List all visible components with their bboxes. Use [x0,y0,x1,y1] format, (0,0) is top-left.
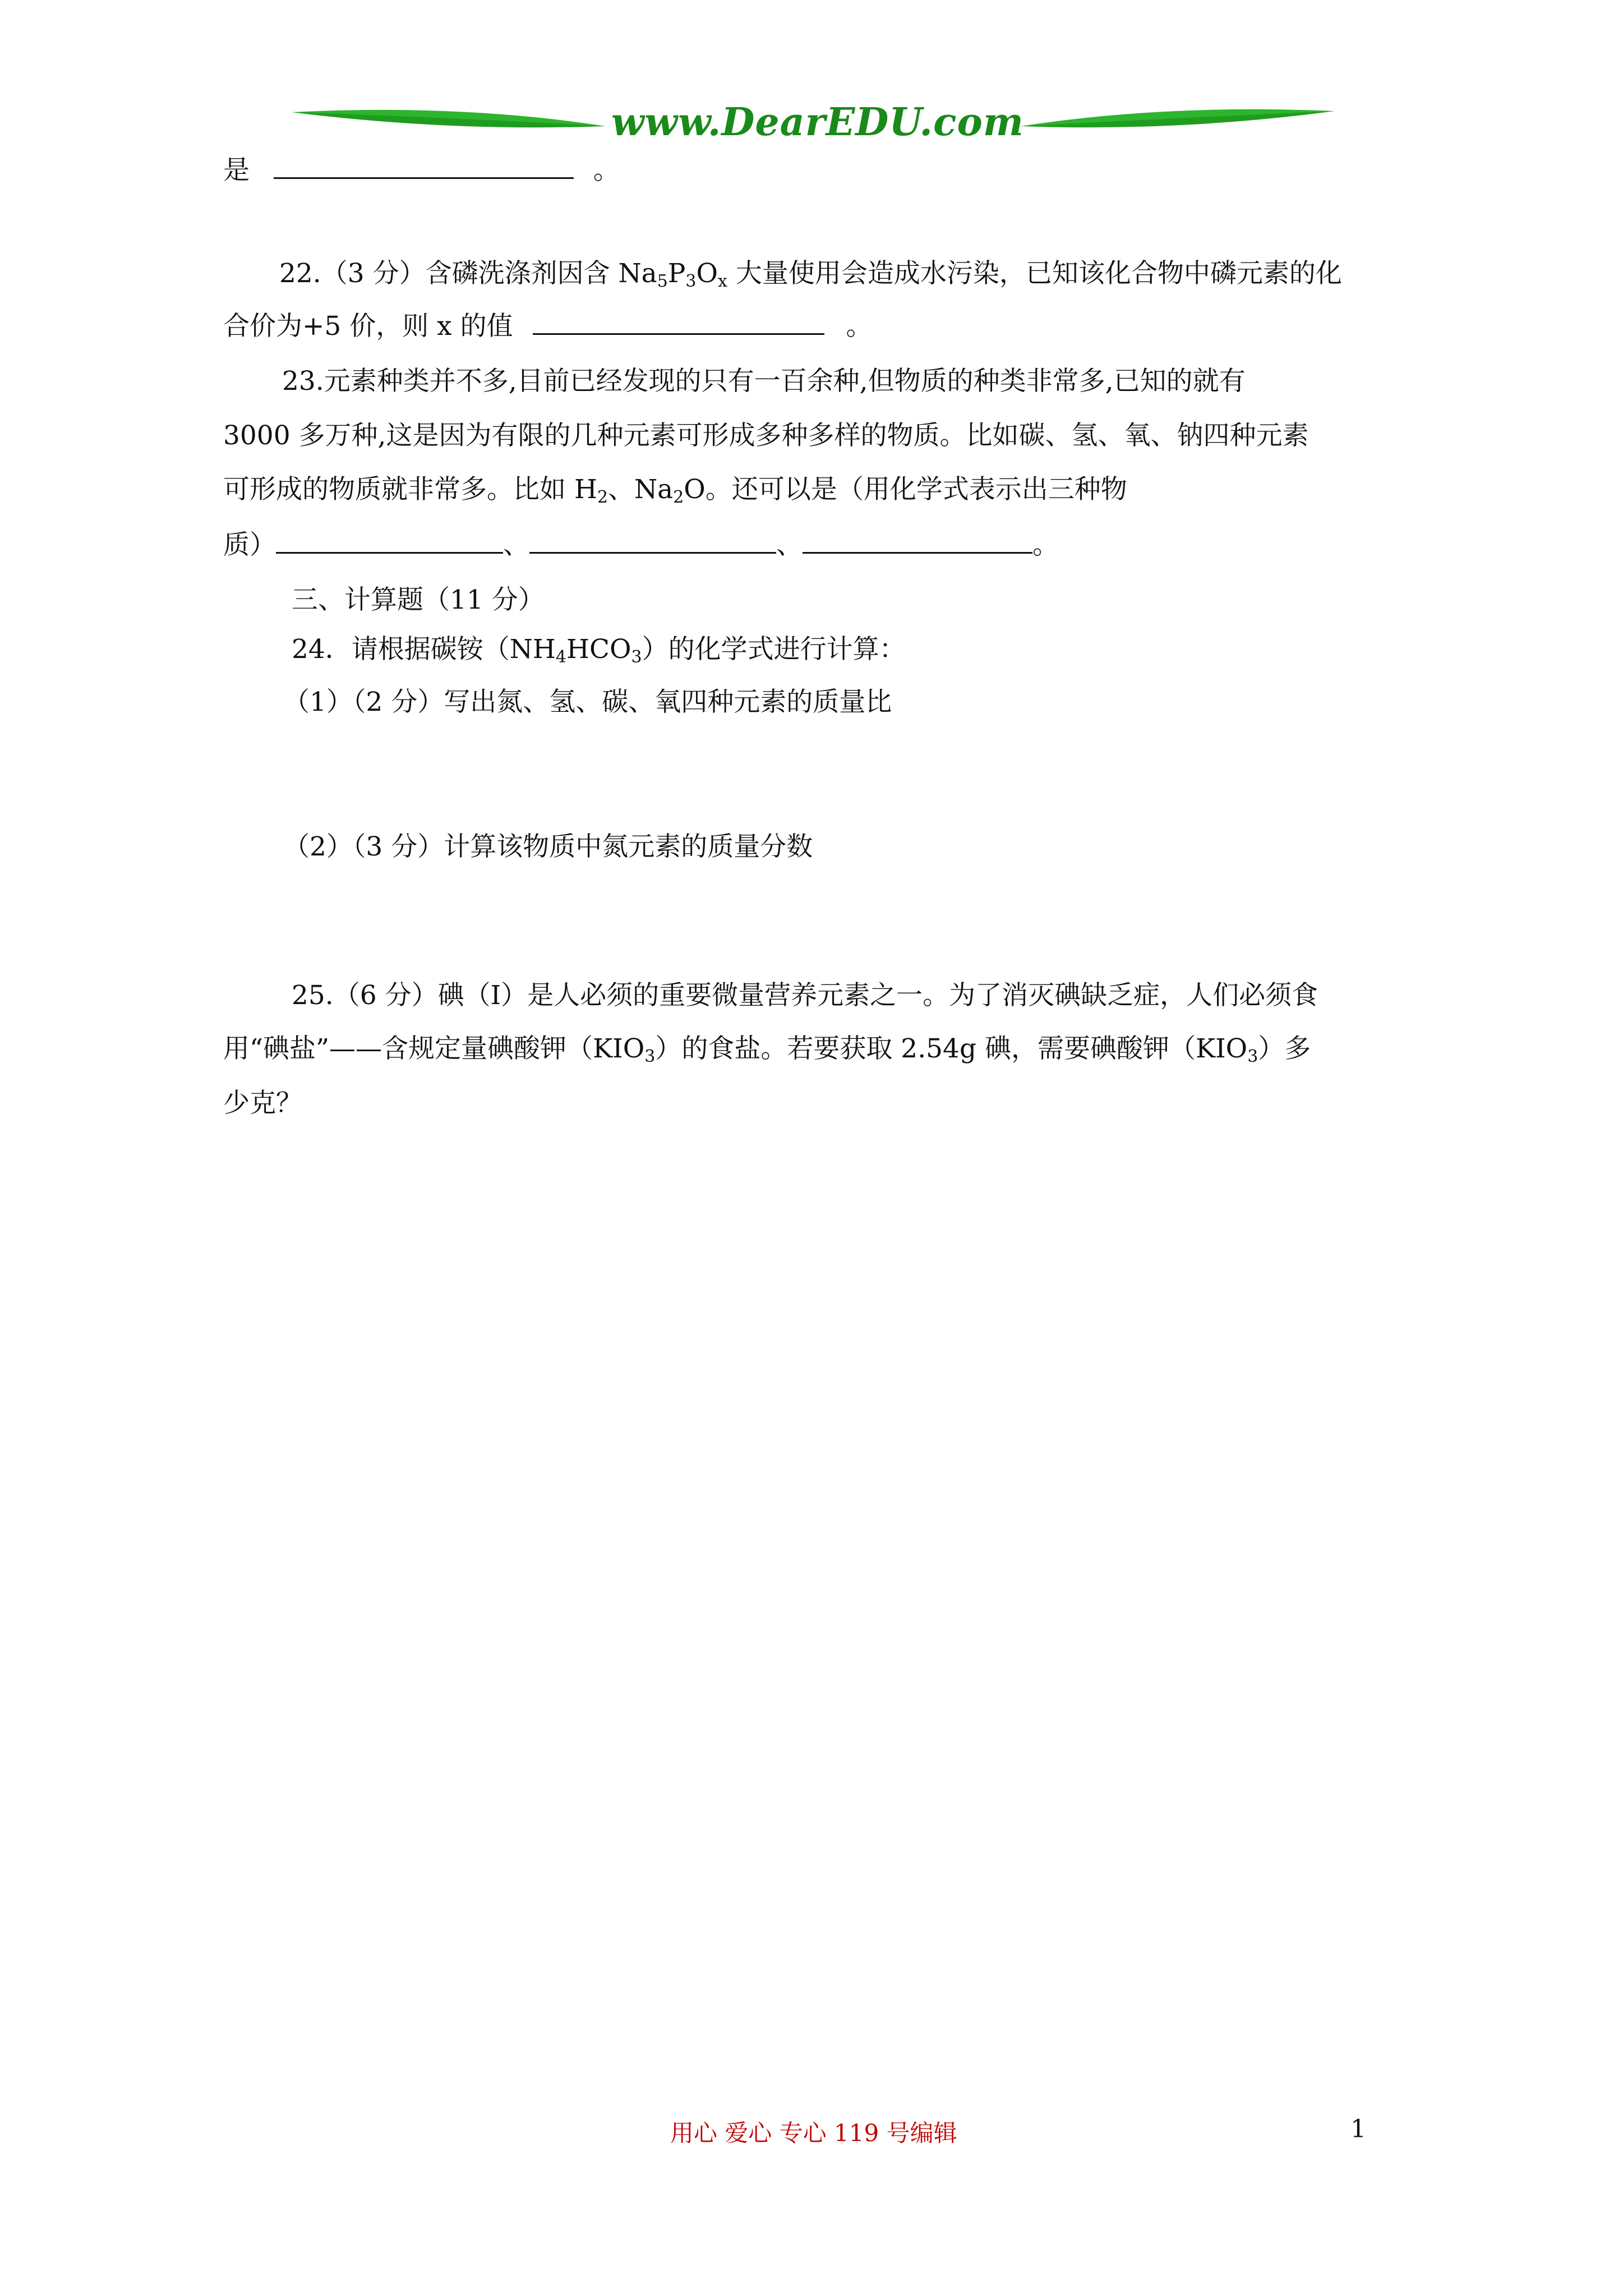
q25-line-2: 用“碘盐”——含规定量碘酸钾$(KIO_3)$的食盐。若要获取 2.54g 碘，需要碘酸钾$(KIO_3)$多 [223,1033,1311,1066]
q23-line-2: 3000 多万种,这是因为有限的几种元素可形成多种多样的物质。比如碳、氢、氧、钠四种元素 [223,420,1309,451]
q25-line-1: 25.（6 分）碘（I）是人必须的重要微量营养元素之一。为了消灭碘缺乏症，人们必须食 [292,980,1318,1011]
q21-answer-line: 是 。 [223,153,620,187]
q23-answer-blank-2[interactable] [529,527,776,554]
q22-line-2: 合价为+5 价，则 x 的值 。 [223,309,873,343]
q23-line-3: 可形成的物质就非常多。比如 $H_2$、$Na_2O$。还可以是（用化学式表示出三种物 [223,474,1127,507]
footer-text: 用心 爱心 专心 119 号编辑 [670,2119,957,2147]
q23-answer-blank-3[interactable] [803,527,1032,554]
q22-line-1: 22.（3 分）含磷洗涤剂因含 $Na_5P_3O_x$ 大量使用会造成水污染，已知该化合物中磷元素的化 [279,258,1342,291]
q23-answer-blank-1[interactable] [276,527,503,554]
q21-answer-blank[interactable] [274,153,574,179]
q25-line-3: 少克？ [223,1088,302,1119]
section-3-title: 三、计算题（11 分） [292,585,545,615]
q22-answer-blank[interactable] [533,309,824,335]
page-number: 1 [1350,2115,1366,2143]
q24-part-2: （2）（3 分）计算该物质中氮元素的质量分数 [283,831,813,862]
q24-part-1: （1）（2 分）写出氮、氢、碳、氧四种元素的质量比 [283,687,892,717]
logo-text: www.DearEDU.com [611,100,1024,145]
q23-line-4: 质） 、 、 。 [223,527,1059,562]
q24-stem: 24．请根据碳铵$(NH_4HCO_3)$的化学式进行计算： [292,634,906,667]
q23-line-1: 23.元素种类并不多,目前已经发现的只有一百余种,但物质的种类非常多,已知的就有 [282,366,1246,397]
